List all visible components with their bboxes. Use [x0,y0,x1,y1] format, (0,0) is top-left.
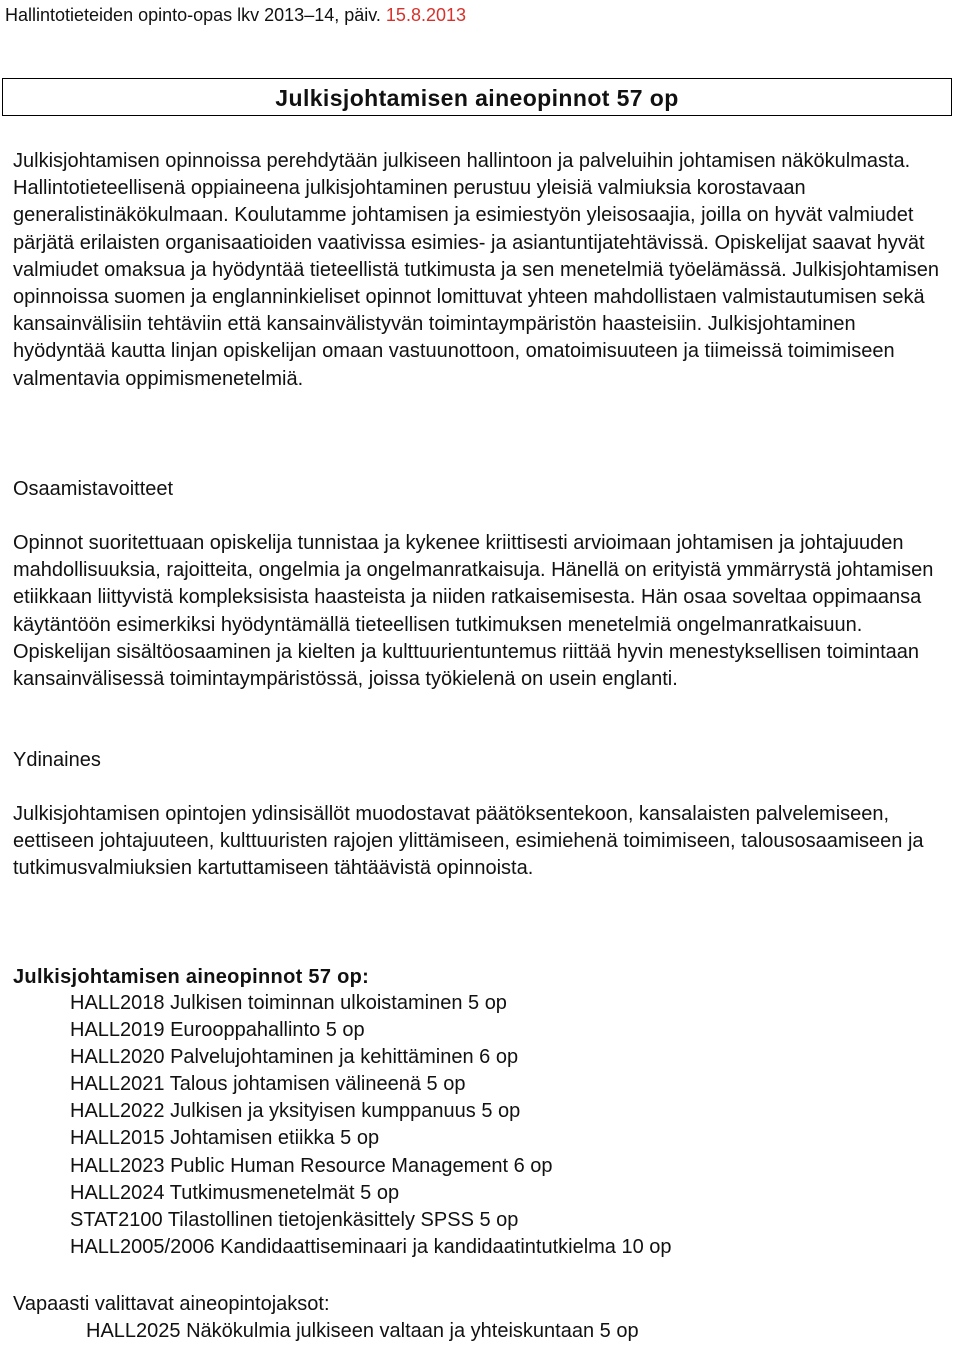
intro-paragraph: Julkisjohtamisen opinnoissa perehdytään julkiseen hallintoon ja palveluihin johtamisen näkökulmasta. Hallintotieteellisenä oppiaineena julkisjohtaminen perustuu yleisiä valmiuksia korostavaan generalistinäkökulmaan. Koulutamme johtamisen ja esimiestyön yleisosaajia, joilla on hyvät valmiudet pärjätä erilaisten organisaatioiden vaativissa esimies- ja asiantuntijatehtävissä. Opiskelijat saavat hyvät valmiudet omaksua ja hyödyntää tieteellistä tutkimusta ja sen menetelmiä työelämässä. Julkisjohtamisen opinnoissa suomen ja englanninkieliset opinnot lomittuvat yhteen mahdollistaen valmistautumisen sekä kansainvälisiin tehtäviin että kansainvälistyvän toimintaympäristön haasteisiin. Julkisjohtaminen hyödyntää kautta linjan opiskelijan omaan vastuunottoon, omatoimisuuteen ja tiimeissä toimimiseen valmentavia oppimismenetelmiä. [13,150,940,390]
header-text: Hallintotieteiden opinto-opas lkv 2013–14, päiv. [5,5,386,25]
course-item: HALL2024 Tutkimusmenetelmät 5 op [70,1181,400,1204]
header-date: 15.8.2013 [385,5,466,25]
course-item: HALL2020 Palvelujohtaminen ja kehittäminen 6 op [70,1046,519,1069]
elective-list [86,1318,639,1345]
course-item: HALL2018 Julkisen toiminnan ulkoistaminen 5 op [70,992,507,1014]
page-title: Julkisjohtamisen aineopinnot 57 op [275,85,679,111]
course-item: HALL2021 Talous johtamisen välineenä 5 op [70,1073,466,1096]
elective-item: HALL2025 Näkökulmia julkiseen valtaan ja yhteiskuntaan 5 op [86,1320,639,1342]
core-content-paragraph: Julkisjohtamisen opintojen ydinsisällöt muodostavat päätöksentekoon, kansalaisten palvelemiseen, eettiseen johtajuuteen, kulttuuristen rajojen ylittämiseen, esimiehenä toimimiseen, talousosaamiseen ja tutkimusvalmiuksien kartuttamiseen tähtäävistä opinnoista. [13,803,924,880]
course-list-heading: Julkisjohtamisen aineopinnot 57 op: [13,966,370,988]
core-content-heading: Ydinaines [13,749,101,771]
elective-list-heading: Vapaasti valittavat aineopintojaksot: [13,1293,330,1315]
objectives-paragraph: Opinnot suoritettuaan opiskelija tunnistaa ja kykenee kriittisesti arvioimaan johtamisen ja johtajuuden mahdollisuuksia, rajoitteita, ongelmia ja ongelmanratkaisuja. Hänellä on erityistä ymmärrystä johtamisen etiikkaan liittyvistä kompleksisista haasteista ja niiden ratkaisemisesta. Hän osaa soveltaa oppimaansa käytäntöön esimerkiksi hyödyntämällä tieteellisen tutkimuksen menetelmiä ongelmanratkaisuun. Opiskelijan sisältöosaaminen ja kielten ja kulttuurientuntemus riittää hyvin menestyksellisen toimintaan kansainvälisessä toimintaympäristössä, joissa työkielenä on usein englanti. [13,532,934,691]
course-item: STAT2100 Tilastollinen tietojenkäsittely SPSS 5 op [70,1208,519,1231]
objectives-heading: Osaamistavoitteet [13,478,174,500]
document-header [5,3,466,27]
course-item: HALL2019 Eurooppahallinto 5 op [70,1019,365,1042]
course-item: HALL2023 Public Human Resource Management 6 op [70,1154,553,1177]
course-item: HALL2015 Johtamisen etiikka 5 op [70,1127,380,1150]
title-box [2,78,952,116]
course-list [70,990,672,1261]
course-item: HALL2022 Julkisen ja yksityisen kumppanuus 5 op [70,1100,521,1123]
course-item: HALL2005/2006 Kandidaattiseminaari ja kandidaatintutkielma 10 op [70,1235,672,1258]
